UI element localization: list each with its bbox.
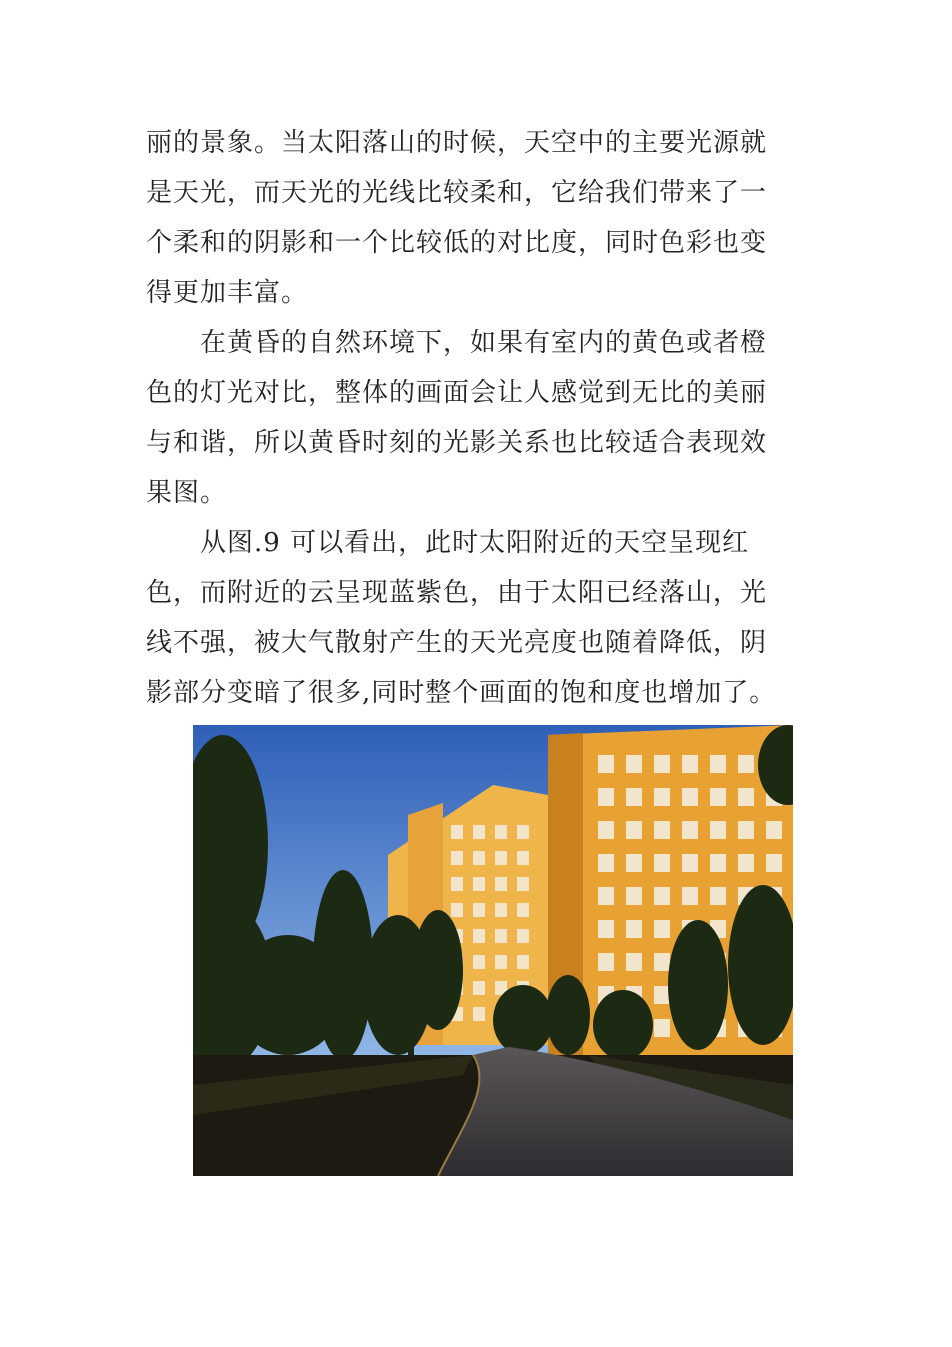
window — [710, 887, 726, 905]
window — [710, 788, 726, 806]
window — [682, 821, 698, 839]
window — [654, 854, 670, 872]
window — [517, 877, 529, 891]
window — [710, 755, 726, 773]
window — [738, 854, 754, 872]
window — [682, 755, 698, 773]
dusk-building-photo — [193, 725, 793, 1176]
text-line: 从图.9 可以看出，此时太阳附近的天空呈现红 — [146, 528, 750, 558]
window — [473, 877, 485, 891]
text-line: 得更加丰富。 — [146, 278, 309, 308]
window — [495, 825, 507, 839]
text-line: 影部分变暗了很多,同时整个画面的饱和度也增加了。 — [146, 678, 777, 708]
window — [738, 755, 754, 773]
window — [598, 953, 614, 971]
text-line: 个柔和的阴影和一个比较低的对比度，同时色彩也变 — [146, 228, 768, 258]
window — [654, 986, 670, 1004]
window — [598, 887, 614, 905]
window — [517, 825, 529, 839]
window — [626, 887, 642, 905]
window — [626, 755, 642, 773]
text-line: 色的灯光对比，整体的画面会让人感觉到无比的美丽 — [146, 378, 768, 408]
window — [473, 955, 485, 969]
window — [473, 903, 485, 917]
window — [738, 821, 754, 839]
window — [682, 854, 698, 872]
window — [626, 953, 642, 971]
window — [766, 854, 782, 872]
window — [654, 788, 670, 806]
window — [495, 851, 507, 865]
window — [654, 953, 670, 971]
window — [654, 755, 670, 773]
window — [473, 851, 485, 865]
window — [495, 877, 507, 891]
window — [495, 929, 507, 943]
window — [473, 825, 485, 839]
window — [451, 877, 463, 891]
window — [451, 903, 463, 917]
window — [495, 955, 507, 969]
window — [598, 788, 614, 806]
window — [598, 920, 614, 938]
text-line: 是天光，而天光的光线比较柔和，它给我们带来了一 — [146, 178, 768, 208]
window — [710, 854, 726, 872]
window — [710, 821, 726, 839]
text-line: 在黄昏的自然环境下，如果有室内的黄色或者橙 — [146, 328, 768, 358]
window — [495, 903, 507, 917]
window — [517, 955, 529, 969]
text-line: 线不强，被大气散射产生的天光亮度也随着降低，阴 — [146, 628, 768, 658]
window — [598, 755, 614, 773]
window — [738, 788, 754, 806]
window — [682, 887, 698, 905]
window — [598, 821, 614, 839]
window — [654, 887, 670, 905]
window — [626, 854, 642, 872]
window — [654, 1019, 670, 1037]
body-text — [146, 118, 816, 718]
text-line: 与和谐，所以黄昏时刻的光影关系也比较适合表现效 — [146, 428, 768, 458]
text-line: 丽的景象。当太阳落山的时候，天空中的主要光源就 — [146, 128, 768, 158]
window — [517, 903, 529, 917]
window — [473, 981, 485, 995]
window — [626, 920, 642, 938]
window — [451, 851, 463, 865]
text-line: 果图。 — [146, 478, 228, 508]
window — [598, 854, 614, 872]
window — [654, 920, 670, 938]
window — [654, 821, 670, 839]
text-line: 色，而附近的云呈现蓝紫色，由于太阳已经落山，光 — [146, 578, 768, 608]
window — [451, 825, 463, 839]
window — [626, 788, 642, 806]
window — [473, 929, 485, 943]
window — [626, 821, 642, 839]
window — [682, 788, 698, 806]
window — [473, 1007, 485, 1021]
photo-illustration — [193, 725, 793, 1176]
window — [517, 851, 529, 865]
window — [766, 821, 782, 839]
window — [517, 929, 529, 943]
